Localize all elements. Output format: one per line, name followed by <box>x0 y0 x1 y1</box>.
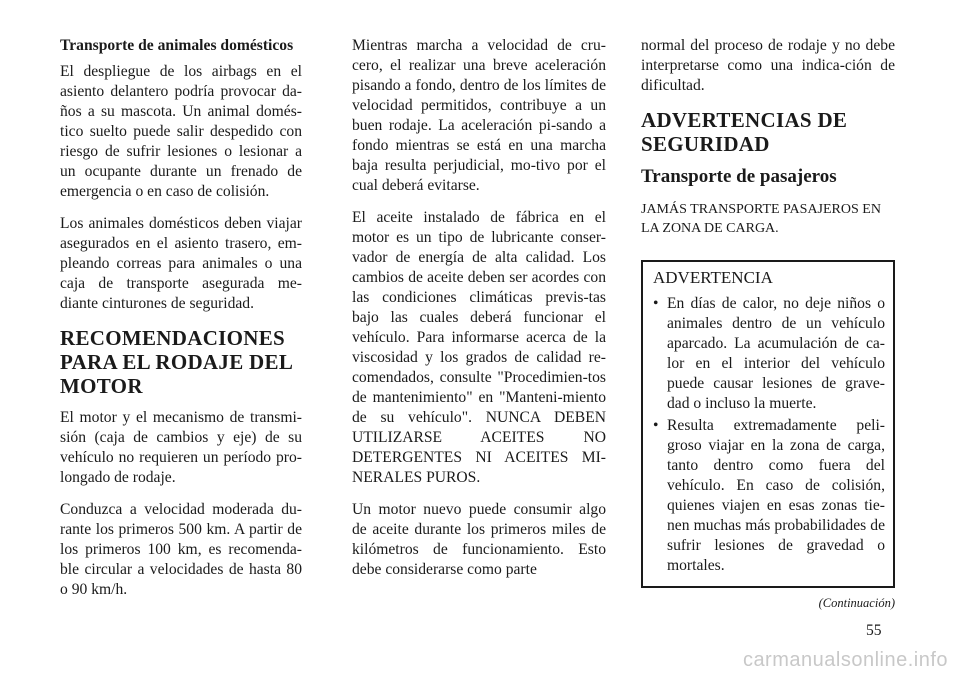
paragraph: El motor y el mecanismo de transmi-sión (caja de cambios y eje) de su vehículo no requieren un período pro-longado de rodaje. <box>60 409 302 486</box>
paragraph: Los animales domésticos deben viajar asegurados en el asiento trasero, em-pleando correas para animales o una caja de transporte asegurada me-diante cinturones de seguridad. <box>60 215 302 312</box>
column-middle <box>352 36 606 592</box>
watermark: carmanualsonline.info <box>742 649 948 671</box>
warning-box <box>641 260 895 588</box>
paragraph: normal del proceso de rodaje y no debe interpretarse como una indica-ción de dificultad. <box>641 37 895 94</box>
paragraph: El despliegue de los airbags en el asiento delantero podría provocar da-ños a su mascota. Un animal domés-tico suelto puede salir despedido con riesgo de sufrir lesiones o lesionar a un ocupante durante un frenado de emergencia o en caso de colisión. <box>60 63 302 200</box>
paragraph: Mientras marcha a velocidad de cru-cero, el realizar una breve aceleración pisando a fondo, dentro de los límites de velocidad permitidos, contribuye a un buen rodaje. La aceleración pi-sando a fondo mientras se está en una marcha baja resulta perjudicial, mo-tivo por el cual deberá evitarse. <box>352 37 606 194</box>
subheading-passengers: Transporte de pasajeros <box>641 166 837 187</box>
warning-item: • En días de calor, no deje niños o animales dentro de un vehículo aparcado. La acumulación de ca-lor en el interior del vehículo puede causar lesiones de grave-dad o incluso la muerte. <box>653 294 885 414</box>
warning-list <box>653 294 885 576</box>
warning-title: ADVERTENCIA <box>653 268 773 287</box>
paragraph: Un motor nuevo puede consumir algo de aceite durante los primeros miles de kilómetros de funcionamiento. Esto debe considerarse como parte <box>352 501 606 578</box>
paragraph: El aceite instalado de fábrica en el motor es un tipo de lubricante conser-vador de energía de alta calidad. Los cambios de aceite deben ser acordes con las condiciones climáticas previs-tas bajo las cuales deberá funcionar el vehículo. Para informarse acerca de la viscosidad y los grados de calidad re-comendados, consulte "Procedimien-tos de mantenimiento" en "Manteni-miento de su vehículo". NUNCA DEBEN UTILIZARSE ACEITES NO DETERGENTES NI ACEITES MI-NERALES PUROS. <box>352 209 606 486</box>
paragraph: Conduzca a velocidad moderada du-rante los primeros 500 km. A partir de los primeros 100 km, es recomenda-ble circular a velocidades de hasta 80 o 90 km/h. <box>60 501 302 598</box>
section-heading-safety: ADVERTENCIAS DE SEGURIDAD <box>641 108 848 156</box>
page-number: 55 <box>866 622 882 639</box>
continuation-note: (Continuación) <box>818 596 895 610</box>
caps-notice: JAMÁS TRANSPORTE PASAJEROS EN LA ZONA DE CARGA. <box>641 202 881 236</box>
subheading-pets: Transporte de animales domésticos <box>60 37 294 54</box>
section-heading-break-in: RECOMENDACIONES PARA EL RODAJE DEL MOTOR <box>60 326 292 398</box>
column-left <box>60 36 302 612</box>
column-right <box>641 36 895 611</box>
warning-item: • Resulta extremadamente peli-groso viajar en la zona de carga, tanto dentro como fuera del vehículo. En caso de colisión, quienes viajen en esas zonas tie-nen muchas más probabilidades de sufrir lesiones de gravedad o mortales. <box>653 416 885 576</box>
